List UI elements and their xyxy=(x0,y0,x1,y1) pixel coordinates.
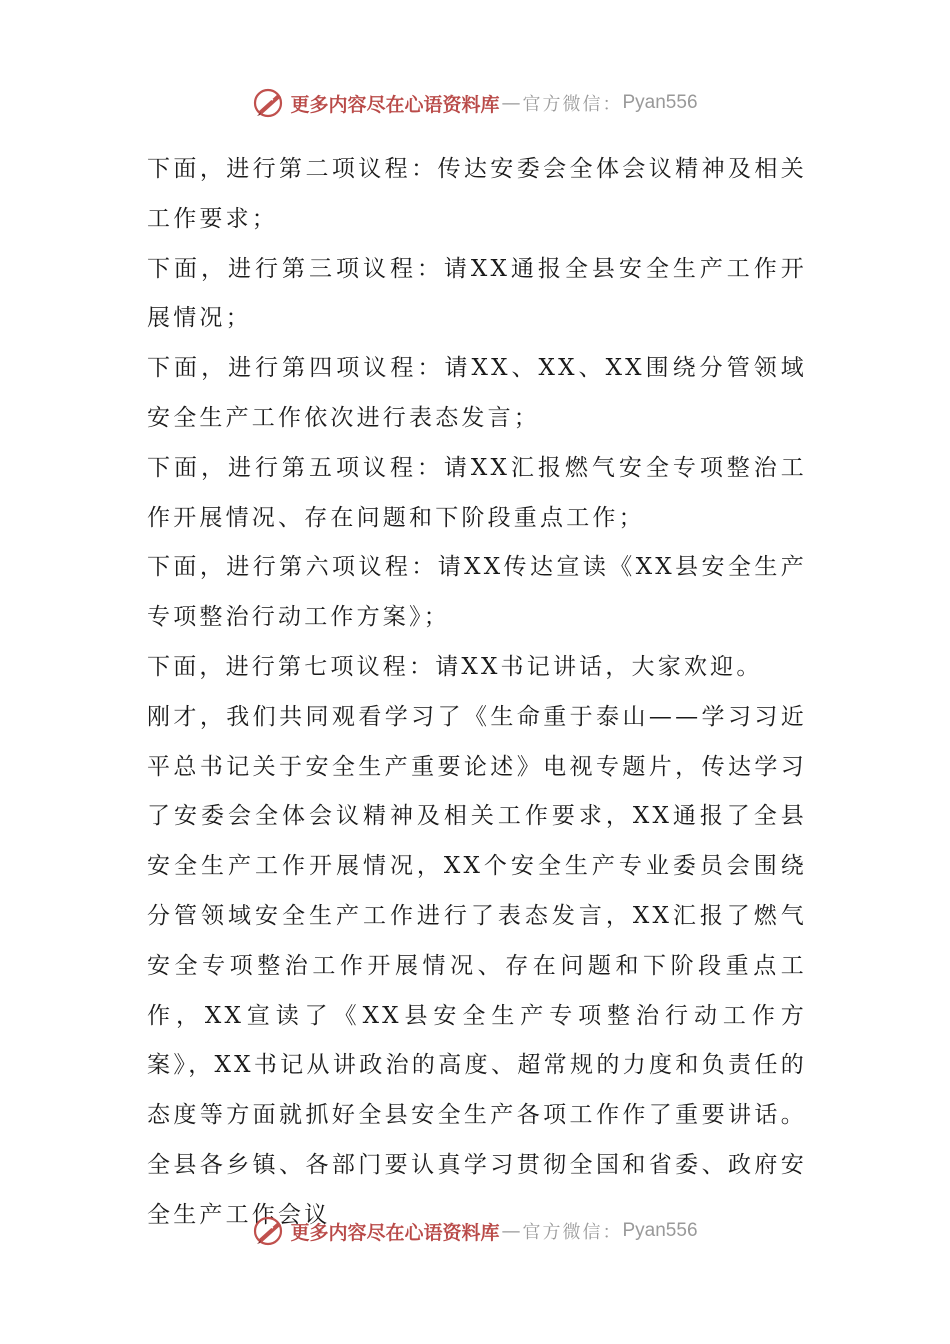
agenda-item-5: 下面，进行第五项议程：请XX汇报燃气安全专项整治工作开展情况、存在问题和下阶段重点工作； xyxy=(147,454,807,531)
agenda-item-7: 下面，进行第七项议程：请XX书记讲话，大家欢迎。 xyxy=(147,653,763,680)
header-wechat-id: Pyan556 xyxy=(622,92,698,113)
pen-circle-logo-icon xyxy=(252,86,286,120)
agenda-item-6: 下面，进行第六项议程：请XX传达宣读《XX县安全生产专项整治行动工作方案》； xyxy=(147,554,807,631)
document-body xyxy=(147,145,807,1241)
footer-separator: — xyxy=(501,1220,521,1242)
agenda-item-3: 下面，进行第三项议程：请XX通报全县安全生产工作开展情况； xyxy=(147,255,807,332)
footer-wechat-id: Pyan556 xyxy=(622,1220,698,1241)
footer-watermark-banner xyxy=(0,1211,950,1251)
header-watermark-banner xyxy=(0,83,950,123)
agenda-item-2: 下面，进行第二项议程：传达安委会全体会议精神及相关工作要求； xyxy=(147,156,807,232)
pen-circle-logo-icon xyxy=(252,1214,286,1248)
footer-wechat-label: 官方微信： xyxy=(522,1222,623,1243)
header-brand-text: 更多内容尽在心语资料库 xyxy=(290,93,500,116)
header-separator: — xyxy=(501,92,521,114)
footer-brand-text: 更多内容尽在心语资料库 xyxy=(290,1221,500,1244)
header-wechat-label: 官方微信： xyxy=(522,94,623,115)
summary-paragraph: 刚才，我们共同观看学习了《生命重于泰山——学习习近平总书记关于安全生产重要论述》电视专题片，传达学习了安委会全体会议精神及相关工作要求，XX通报了全县安全生产工作开展情况，XX个安全生产专业委员会围绕分管领域安全生产工作进行了表态发言，XX汇报了燃气安全专项整治工作开展情况、存在问题和下阶段重点工作，XX宣读了《XX县安全生产专项整治行动工作方案》，XX书记从讲政治的高度、超常规的力度和负责任的态度等方面就抓好全县安全生产各项工作作了重要讲话。全县各乡镇、各部门要认真学习贯彻全国和省委、政府安全生产工作会议 xyxy=(147,703,807,1228)
agenda-item-4: 下面，进行第四项议程：请XX、XX、XX围绕分管领域安全生产工作依次进行表态发言； xyxy=(147,355,807,431)
